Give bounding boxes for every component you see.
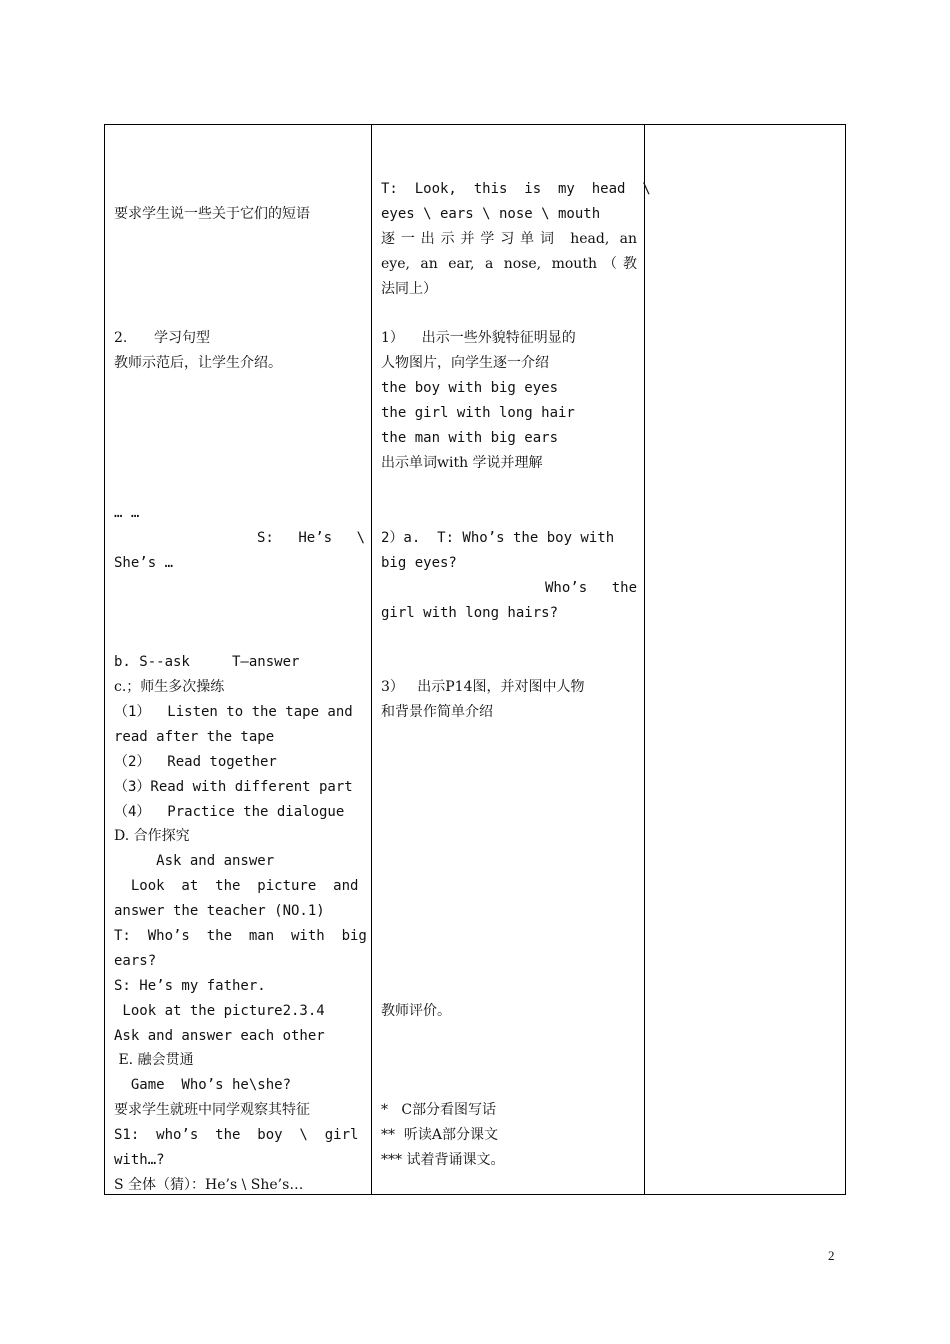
mid-line: Who’s the — [545, 580, 637, 596]
mid-line: big eyes? — [381, 555, 457, 571]
left-line: with…? — [114, 1152, 165, 1168]
mid-line: 1） 出示一些外貌特征明显的 — [381, 330, 576, 346]
left-line: D. 合作探究 — [114, 828, 190, 844]
left-line: 教师示范后，让学生介绍。 — [114, 355, 282, 371]
mid-line: the girl with long hair — [381, 405, 575, 421]
left-line: S 全体（猜）：He’s \ She’s… — [114, 1177, 304, 1193]
left-line: Look at the picture2.3.4 — [114, 1003, 325, 1019]
left-line: read after the tape — [114, 729, 275, 745]
mid-line: *** 试着背诵课文。 — [381, 1152, 505, 1168]
left-line: T: Who’s the man with big — [114, 928, 367, 944]
mid-line: * C部分看图写话 — [381, 1102, 497, 1118]
left-line: Ask and answer each other — [114, 1028, 325, 1044]
left-line: S: He’s \ — [257, 530, 365, 546]
mid-line: the man with big ears — [381, 430, 559, 446]
mid-line: 人物图片，向学生逐一介绍 — [381, 355, 549, 371]
left-line: S1: who’s the boy \ girl — [114, 1127, 359, 1143]
left-line: （4） Practice the dialogue — [114, 804, 345, 820]
mid-line: T: Look, this is my head \ — [381, 181, 651, 197]
left-line: （2） Read together — [114, 754, 277, 770]
mid-line: ** 听读A部分课文 — [381, 1127, 499, 1143]
mid-line: the boy with big eyes — [381, 380, 559, 396]
left-line: 要求学生就班中同学观察其特征 — [114, 1102, 310, 1118]
mid-line: 2）a. T: Who’s the boy with — [381, 530, 615, 546]
mid-line: 3） 出示P14图，并对图中人物 — [381, 679, 585, 695]
column-divider-1 — [371, 125, 372, 1194]
left-line: ears? — [114, 953, 157, 969]
mid-line: 和背景作简单介绍 — [381, 704, 493, 720]
left-line: 2. 学习句型 — [114, 330, 211, 346]
mid-line: girl with long hairs? — [381, 605, 559, 621]
mid-line: 逐一出示并学习单词 head, an — [381, 231, 637, 247]
left-line: She’s … — [114, 555, 174, 571]
mid-line: 出示单词with 学说并理解 — [381, 455, 543, 471]
left-line: Ask and answer — [114, 853, 275, 869]
left-line: E. 融会贯通 — [114, 1052, 194, 1068]
left-line: … … — [114, 505, 140, 521]
left-line: answer the teacher (NO.1) — [114, 903, 325, 919]
column-divider-2 — [644, 125, 645, 1194]
mid-line: 教师评价。 — [381, 1003, 451, 1019]
left-line: Game Who’s he\she? — [114, 1077, 292, 1093]
left-line: 要求学生说一些关于它们的短语 — [114, 206, 310, 222]
page-number: 2 — [828, 1248, 835, 1263]
left-line: b. S--ask T—answer — [114, 654, 300, 670]
left-line: c.；师生多次操练 — [114, 679, 225, 695]
mid-line: eyes \ ears \ nose \ mouth — [381, 206, 601, 222]
mid-line: 法同上） — [381, 281, 437, 297]
mid-line: eye, an ear, a nose, mouth（教 — [381, 256, 637, 272]
lesson-table — [104, 124, 846, 1195]
left-line: （1） Listen to the tape and — [114, 704, 353, 720]
left-line: （3）Read with different part — [114, 779, 353, 795]
left-line: S: He’s my father. — [114, 978, 266, 994]
left-line: Look at the picture and — [114, 878, 359, 894]
